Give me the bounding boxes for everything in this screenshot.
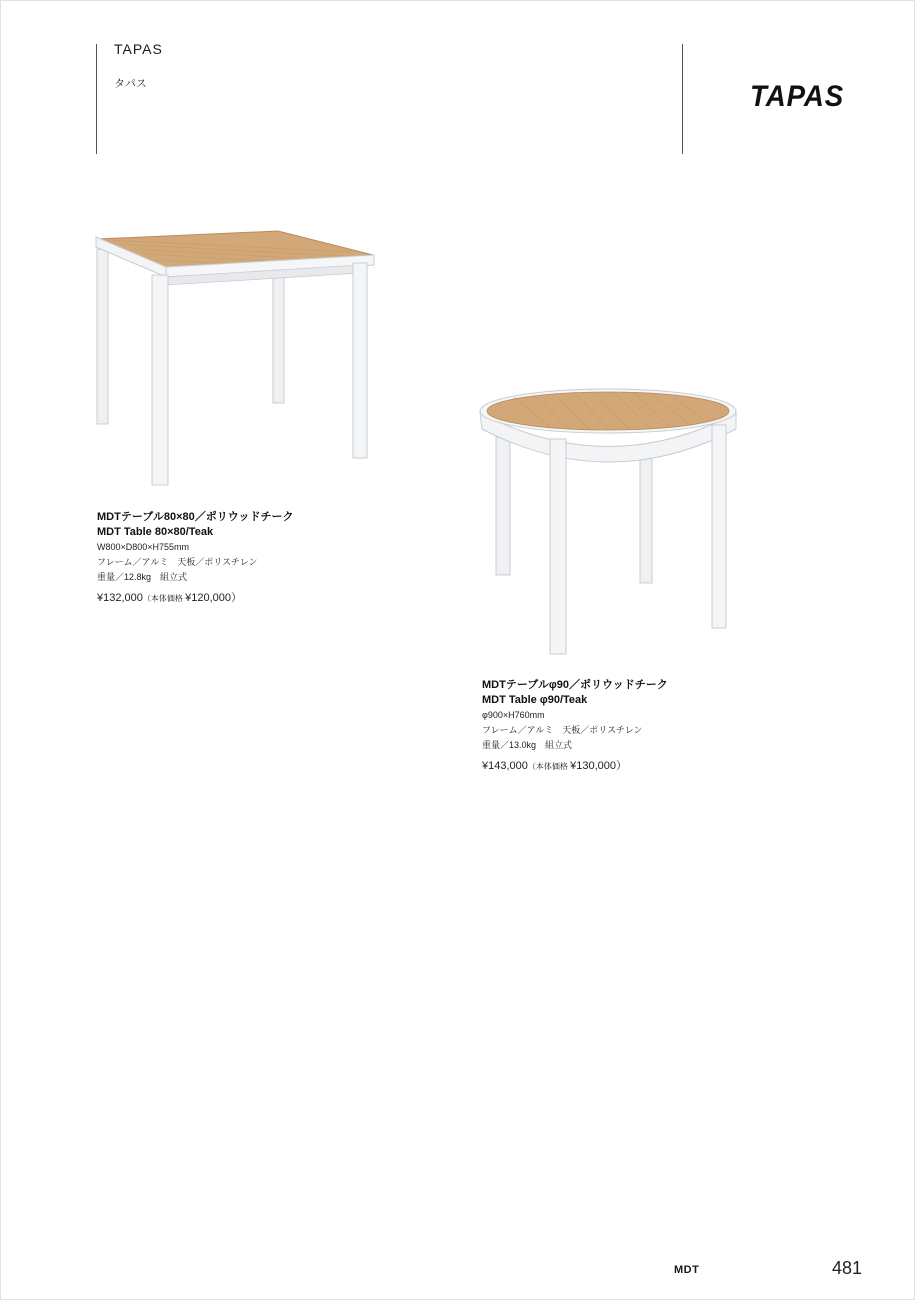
price-note: （本体価格 — [527, 762, 571, 771]
product-weight: 重量／13.0kg 組立式 — [482, 740, 573, 750]
series-title: TAPAS — [114, 41, 163, 57]
price-value: ¥132,000 — [97, 592, 143, 604]
page-number: 481 — [832, 1258, 863, 1278]
price-value: ¥143,000 — [482, 760, 528, 772]
series-kana: タパス — [114, 78, 147, 90]
product-materials: フレーム／アルミ 天板／ポリスチレン — [482, 725, 643, 735]
brand-logo: TAPAS — [750, 80, 845, 113]
header-divider-left — [96, 44, 97, 154]
product-weight: 重量／12.8kg 組立式 — [97, 572, 188, 582]
product-name-jp: MDTテーブルφ90／ポリウッドチーク — [482, 679, 668, 691]
product-dimensions: φ900×H760mm — [482, 710, 545, 720]
product-name-en: MDT Table φ90/Teak — [482, 694, 588, 706]
product-materials: フレーム／アルミ 天板／ポリスチレン — [97, 557, 258, 567]
footer-series-label: MDT — [674, 1264, 700, 1276]
product-info-square-table — [97, 510, 294, 606]
header-divider-right — [682, 44, 683, 154]
square-table-image — [90, 225, 380, 490]
product-info-round-table — [482, 678, 668, 774]
price-base: ¥130,000） — [570, 760, 628, 772]
product-name-en: MDT Table 80×80/Teak — [97, 526, 214, 538]
product-price — [482, 759, 668, 774]
product-name-jp: MDTテーブル80×80／ポリウッドチーク — [97, 511, 294, 523]
price-base: ¥120,000） — [185, 592, 243, 604]
price-note: （本体価格 — [142, 594, 186, 603]
product-price — [97, 591, 294, 606]
product-dimensions: W800×D800×H755mm — [97, 542, 190, 552]
round-table-image — [474, 385, 744, 660]
